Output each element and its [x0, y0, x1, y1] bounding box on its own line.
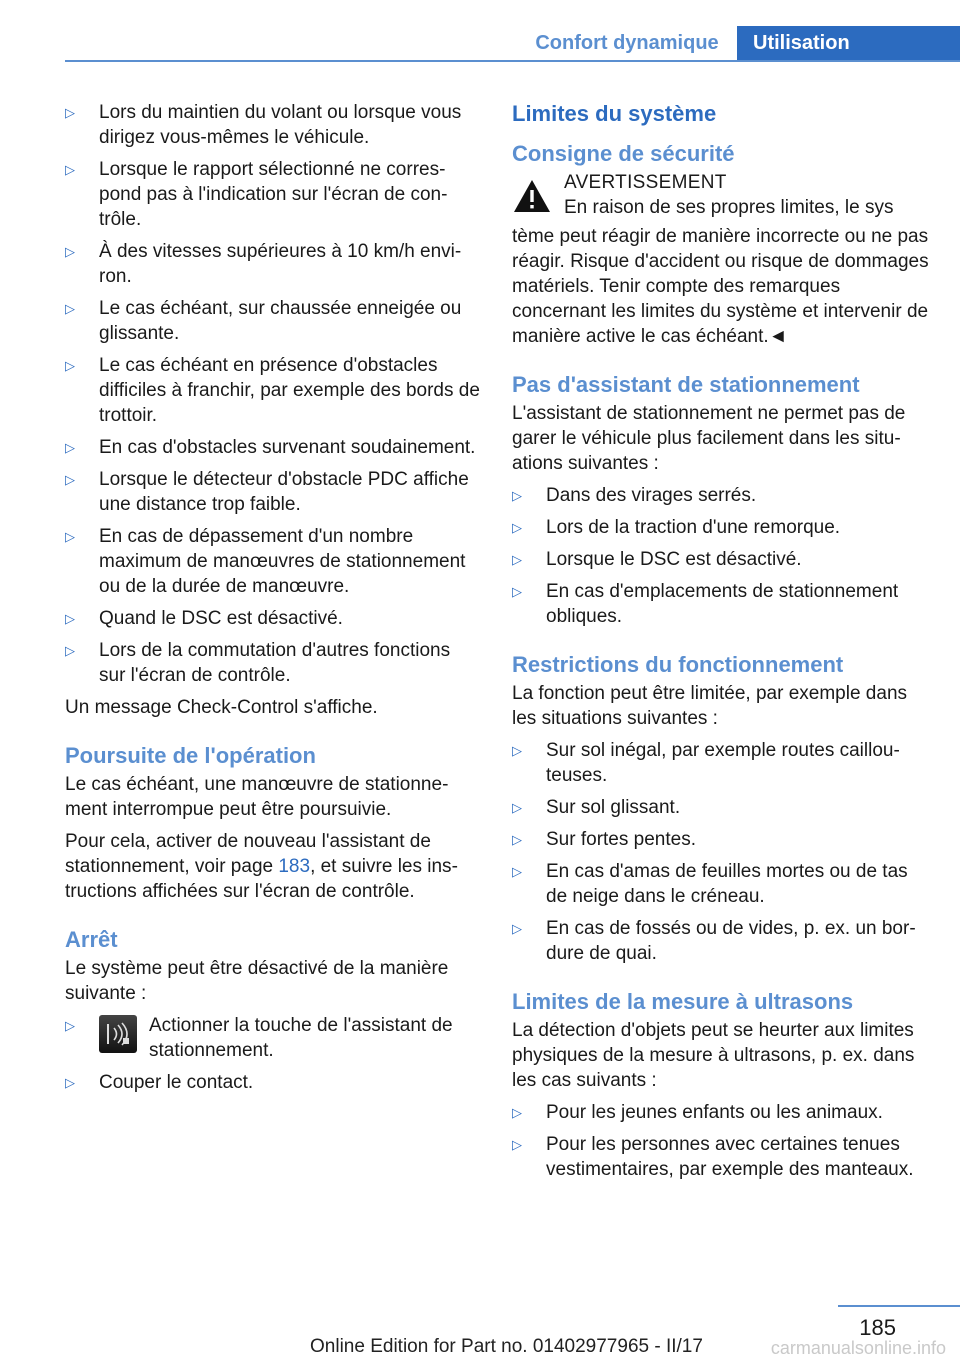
- bullet-triangle-icon: ▷: [65, 162, 75, 177]
- bullet-triangle-icon: ▷: [512, 552, 522, 567]
- paragraph-poursuite-2: Pour cela, activer de nouveau l'assistant de stationnement, voir page 183, et suivre les instructions affichées sur l'écran de contrôle.: [65, 831, 458, 902]
- list-item: [65, 100, 480, 150]
- list-item: [65, 435, 480, 460]
- header-chapter-tab: Utilisation: [737, 26, 960, 60]
- warning-triangle-icon: [512, 178, 552, 214]
- bullet-triangle-icon: ▷: [512, 1137, 522, 1152]
- paragraph-poursuite-1: Le cas échéant, une manœuvre de stationnement interrompue peut être poursuivie.: [65, 774, 449, 820]
- list-item: [512, 827, 932, 852]
- bullet-triangle-icon: ▷: [512, 488, 522, 503]
- bullet-triangle-icon: ▷: [65, 301, 75, 316]
- list-item-text: Le cas échéant, sur chaussée enneigée ou glissante.: [99, 298, 462, 344]
- list-item-text: Le cas échéant en présence d'obstacles difficiles à franchir, par exemple des bords de trottoir.: [99, 355, 480, 426]
- bullet-triangle-icon: ▷: [512, 743, 522, 758]
- list-item-text: Lorsque le rapport sélectionné ne correspond pas à l'indication sur l'écran de contrôle.: [99, 159, 448, 230]
- list-item: [512, 547, 932, 572]
- bullet-triangle-icon: ▷: [512, 584, 522, 599]
- heading-restrictions: Restrictions du fonctionnement: [512, 652, 844, 677]
- list-item: [512, 1132, 932, 1182]
- list-item: [512, 515, 932, 540]
- list-item-text: Sur sol inégal, par exemple routes caillouteuses.: [546, 740, 900, 786]
- header-section: Confort dynamique: [535, 32, 719, 54]
- right-column: [512, 100, 932, 1189]
- warning-first-line: En raison de ses propres limites, le sys: [564, 197, 894, 218]
- list-item: ▷ Couper le contact.: [65, 1072, 254, 1093]
- bullet-triangle-icon: ▷: [65, 472, 75, 487]
- list-item-text: En cas d'amas de feuilles mortes ou de tas de neige dans le créneau.: [546, 861, 908, 907]
- list-item: [65, 239, 480, 289]
- list-item: [512, 579, 932, 629]
- list-item: [512, 483, 932, 508]
- list-item-text: Lors de la traction d'une remorque.: [546, 517, 841, 538]
- list-item: [512, 859, 932, 909]
- bullet-triangle-icon: ▷: [65, 105, 75, 120]
- bullet-triangle-icon: ▷: [65, 611, 75, 626]
- bullet-triangle-icon: ▷: [65, 529, 75, 544]
- list-item: [512, 916, 932, 966]
- edition-text: Online Edition for Part no. 01402977965 - II/17: [310, 1336, 703, 1357]
- list-item-text: Dans des virages serrés.: [546, 485, 757, 506]
- heading-ultrasons: Limites de la mesure à ultrasons: [512, 989, 854, 1014]
- list-item-text: Pour les jeunes enfants ou les animaux.: [546, 1102, 883, 1123]
- warning-text: tème peut réagir de manière incorrecte ou ne pas réagir. Risque d'accident ou risque de dommages matériels. Tenir compte des remarques concernant les limites du système et intervenir de manière active le cas échéant.◄: [512, 226, 929, 347]
- bullet-triangle-icon: ▷: [512, 1105, 522, 1120]
- bullet-triangle-icon: ▷: [512, 921, 522, 936]
- header-rule: [65, 60, 960, 62]
- bullet-triangle-icon: ▷: [65, 440, 75, 455]
- page-link[interactable]: 183: [278, 856, 311, 877]
- bullet-list-pas-assistant: [512, 483, 932, 629]
- bullet-triangle-icon: ▷: [65, 358, 75, 373]
- list-item-text: Lorsque le DSC est désactivé.: [546, 549, 802, 570]
- bullet-triangle-icon: ▷: [65, 643, 75, 658]
- list-item: [65, 467, 480, 517]
- watermark: carmanualsonline.info: [770, 1338, 946, 1358]
- bullet-triangle-icon: ▷: [512, 864, 522, 879]
- list-item-text: Quand le DSC est désactivé.: [99, 608, 343, 629]
- heading-arret: Arrêt: [65, 927, 118, 952]
- list-item: [512, 795, 932, 820]
- heading-consigne: Consigne de sécurité: [512, 141, 735, 166]
- paragraph-restrictions: La fonction peut être limitée, par exemple dans les situations suivantes :: [512, 683, 908, 729]
- bullet-list-conditions: [65, 100, 480, 688]
- list-item: [512, 738, 932, 788]
- bullet-triangle-icon: ▷: [65, 1075, 75, 1090]
- list-item-text: En cas d'obstacles survenant soudainement.: [99, 437, 476, 458]
- bullet-list-ultrasons: [512, 1100, 932, 1182]
- bullet-triangle-icon: ▷: [512, 832, 522, 847]
- list-item-text: Lors du maintien du volant ou lorsque vous dirigez vous-mêmes le véhicule.: [99, 102, 462, 148]
- left-column: [65, 100, 480, 1102]
- list-item: [65, 157, 480, 232]
- heading-pas-assistant: Pas d'assistant de stationnement: [512, 372, 860, 397]
- list-item: ▷ Actionner la touche de l'assistant de stationnement.: [65, 1015, 453, 1061]
- paragraph-arret: Le système peut être désactivé de la manière suivante :: [65, 958, 449, 1004]
- bullet-triangle-icon: ▷: [512, 520, 522, 535]
- page-number: 185: [859, 1315, 896, 1340]
- page-number-rule: [838, 1305, 960, 1307]
- bullet-triangle-icon: ▷: [512, 800, 522, 815]
- message-text: Un message Check-Control s'affiche.: [65, 697, 378, 718]
- list-item-text: À des vitesses supérieures à 10 km/h environ.: [99, 241, 462, 287]
- bullet-list-restrictions: [512, 738, 932, 966]
- list-item: [65, 353, 480, 428]
- paragraph-pas-assistant: L'assistant de stationnement ne permet pas de garer le véhicule plus facilement dans les situations suivantes :: [512, 403, 906, 474]
- list-item-text: En cas de dépassement d'un nombre maximum de manœuvres de stationnement ou de la durée de manœuvre.: [99, 526, 466, 597]
- list-item: [65, 638, 480, 688]
- list-item-text: Lors de la commutation d'autres fonctions sur l'écran de contrôle.: [99, 640, 451, 686]
- list-item-text: Lorsque le détecteur d'obstacle PDC affiche une distance trop faible.: [99, 469, 469, 515]
- list-item: [65, 296, 480, 346]
- parking-assistant-button-icon: [99, 1015, 137, 1053]
- warning-title: AVERTISSEMENT: [564, 172, 727, 193]
- list-item-text: En cas de fossés ou de vides, p. ex. un bordure de quai.: [546, 918, 916, 964]
- list-item-text: Sur sol glissant.: [546, 797, 681, 818]
- bullet-triangle-icon: ▷: [65, 244, 75, 259]
- list-item: [512, 1100, 932, 1125]
- bullet-triangle-icon: ▷: [65, 1018, 75, 1033]
- paragraph-ultrasons: La détection d'objets peut se heurter aux limites physiques de la mesure à ultrasons, p. ex. dans les cas suivants :: [512, 1020, 915, 1091]
- heading-limites: Limites du système: [512, 101, 717, 126]
- list-item: [65, 524, 480, 599]
- warning-block: [512, 170, 932, 220]
- heading-poursuite: Poursuite de l'opération: [65, 743, 316, 768]
- list-item: [65, 606, 480, 631]
- list-item-text: Sur fortes pentes.: [546, 829, 696, 850]
- list-item-text: Pour les personnes avec certaines tenues vestimentaires, par exemple des manteaux.: [546, 1134, 914, 1180]
- list-item-text: En cas d'emplacements de stationnement obliques.: [546, 581, 899, 627]
